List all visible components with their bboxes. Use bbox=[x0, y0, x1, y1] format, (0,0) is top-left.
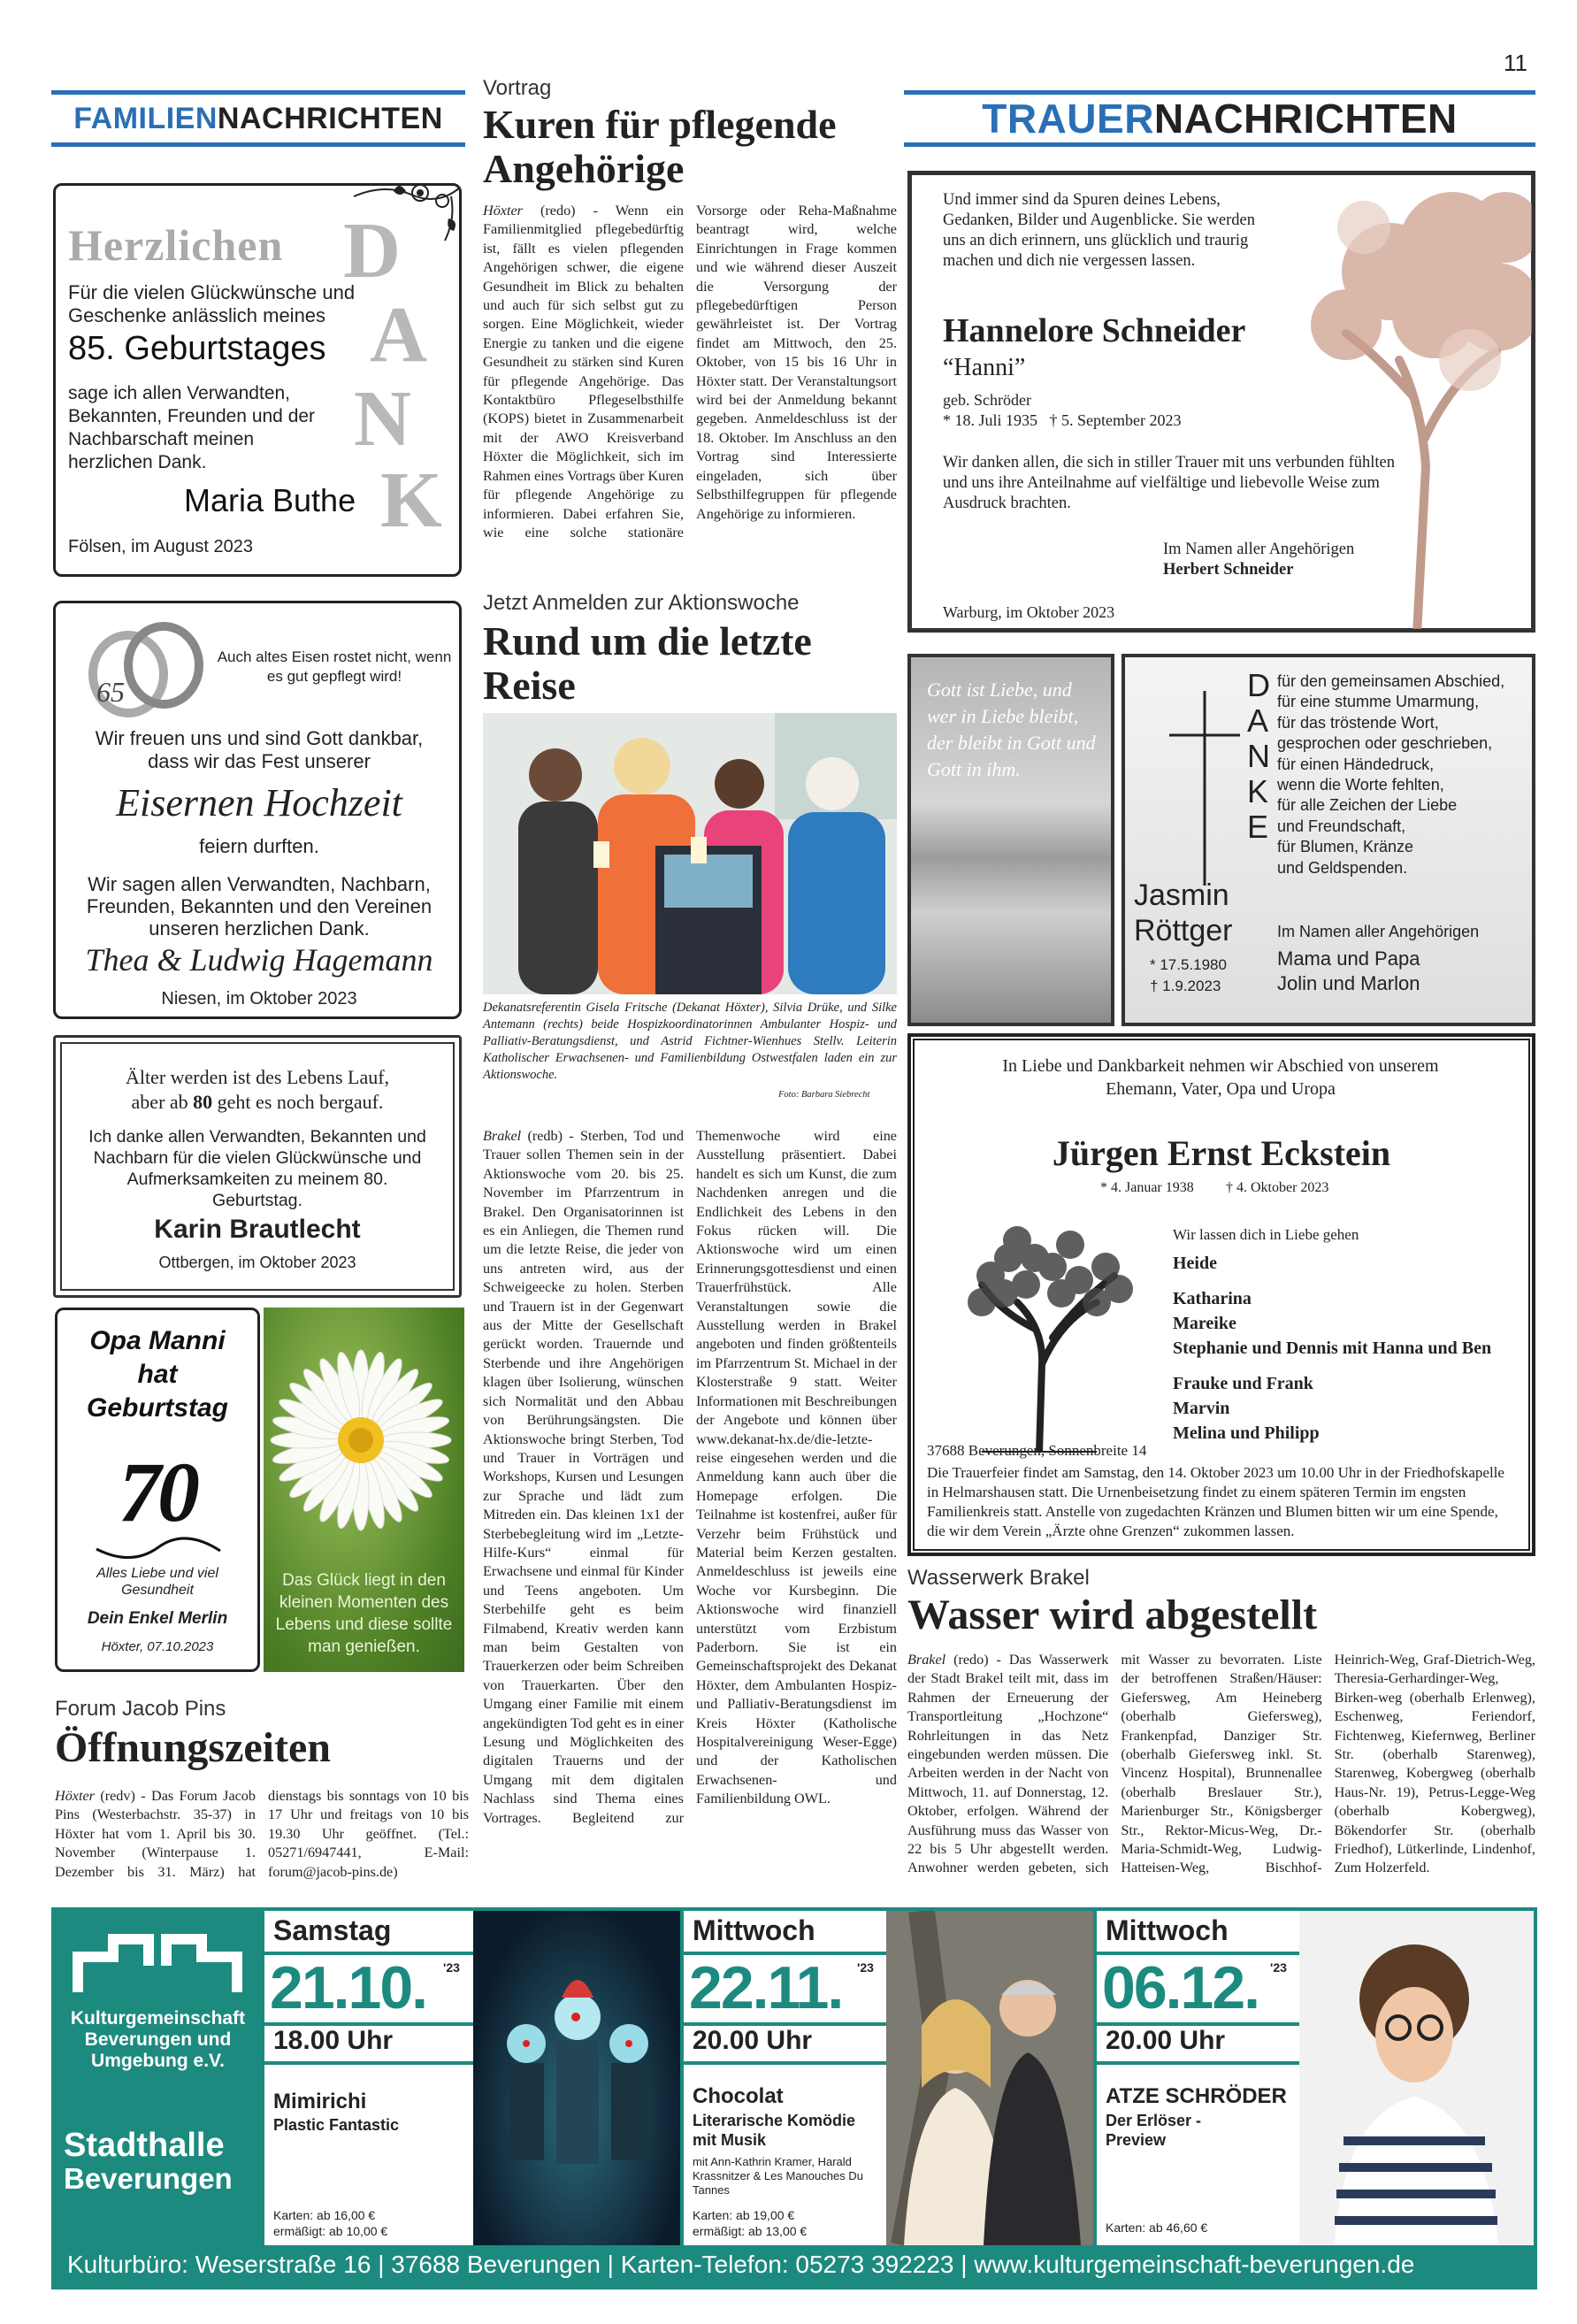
danke-line: wenn die Worte fehlten, bbox=[1277, 776, 1444, 794]
family-member: Mareike bbox=[1173, 1314, 1236, 1333]
wishes: Alles Liebe und viel Gesundheit bbox=[96, 1566, 218, 1598]
event-year: '23 bbox=[1270, 1960, 1287, 1975]
event-year: '23 bbox=[857, 1960, 874, 1975]
ad-opa-manni-birthday bbox=[55, 1308, 260, 1672]
ring-number: 65 bbox=[96, 676, 125, 708]
event-price-reduced: ermäßigt: ab 10,00 € bbox=[273, 2224, 388, 2238]
leave-line: Wir lassen dich in Liebe gehen bbox=[1173, 1226, 1359, 1243]
kultur-logo-panel bbox=[55, 1911, 261, 2245]
ad-daisy-quote bbox=[264, 1308, 464, 1672]
wasser-kicker: Wasserwerk Brakel bbox=[907, 1566, 1090, 1590]
danke-line: und Geldspenden. bbox=[1277, 858, 1408, 877]
wasser-body bbox=[907, 1651, 1535, 1897]
jacobpins-body bbox=[55, 1787, 469, 1898]
danke-line: und Freundschaft, bbox=[1277, 817, 1406, 835]
poem-line1: Älter werden ist des Lebens Lauf, bbox=[125, 1066, 390, 1088]
thanks: Wir sagen allen Verwandten, Nachbarn, Freunden, Bekannten und den Vereinen unseren herzlichen Dank. bbox=[86, 873, 433, 940]
place-date: Warburg, im Oktober 2023 bbox=[943, 603, 1115, 621]
family-member: Marvin bbox=[1173, 1399, 1230, 1418]
event-year: '23 bbox=[443, 1960, 460, 1975]
tree-leaf bbox=[1056, 1231, 1084, 1259]
reise-kicker: Jetzt Anmelden zur Aktionswoche bbox=[483, 591, 800, 615]
family-list bbox=[1173, 1251, 1527, 1446]
event-card bbox=[261, 1911, 473, 2245]
obituary-hannelore-schneider bbox=[907, 171, 1535, 633]
ad-thanks-maria-buthe bbox=[53, 183, 462, 577]
signer-name: Maria Buthe bbox=[184, 482, 356, 518]
event-title: Mimirichi bbox=[273, 2090, 367, 2113]
wasser-place: Brakel bbox=[907, 1652, 946, 1668]
family-member: Frauke und Frank bbox=[1173, 1374, 1313, 1393]
died: † 4. Oktober 2023 bbox=[1226, 1180, 1329, 1195]
ad-birthday-karin-brautlecht bbox=[53, 1035, 462, 1298]
obituary-roettger-verse bbox=[907, 654, 1114, 1026]
dank-vertical-letters bbox=[343, 205, 449, 559]
signer: Herbert Schneider bbox=[1163, 561, 1294, 579]
event-date: 21.10. bbox=[270, 1954, 427, 2021]
occasion-85: 85. Geburtstages bbox=[68, 330, 326, 367]
tree-leaf bbox=[1047, 1279, 1076, 1308]
danke-letter: N bbox=[1247, 738, 1270, 774]
mourning-news-header bbox=[904, 90, 1535, 147]
dank-letter: A bbox=[370, 291, 427, 379]
reise-photo bbox=[483, 713, 897, 994]
thanks-text: Ich danke allen Verwandten, Bekannten und Nachbarn für die vielen Glückwünsche und Aufmerksamkeiten zu meinem 80. Geburtstag. bbox=[88, 1127, 426, 1210]
family-header-part1: FAMILIEN bbox=[73, 101, 218, 135]
born: * 4. Januar 1938 bbox=[1100, 1180, 1194, 1195]
actors-photo-illustration bbox=[886, 1911, 1093, 2245]
event-price: Karten: ab 19,00 € bbox=[693, 2208, 795, 2222]
family-news-header bbox=[51, 90, 465, 147]
behalf: Im Namen aller Angehörigen bbox=[1277, 923, 1480, 940]
poem-line2 bbox=[65, 1091, 450, 1114]
born-name: geb. Schröder bbox=[943, 391, 1031, 409]
title-line: Opa Manni bbox=[89, 1326, 226, 1355]
last-name: Röttger bbox=[1134, 914, 1233, 947]
from: Dein Enkel Merlin bbox=[87, 1609, 228, 1628]
event-time: 20.00 Uhr bbox=[693, 2026, 813, 2055]
event-day: Mittwoch bbox=[1106, 1914, 1229, 1946]
event-subtitle: Der Erlöser - Preview bbox=[1106, 2112, 1202, 2149]
mourning-header-part2: NACHRICHTEN bbox=[1153, 96, 1458, 142]
kultur-logo-icon bbox=[69, 1930, 246, 2001]
danke-line: für das tröstende Wort, bbox=[1277, 713, 1439, 732]
dank-letter: K bbox=[380, 456, 443, 544]
family-member: Stephanie und Dennis mit Hanna und Ben bbox=[1173, 1338, 1492, 1358]
reise-body bbox=[483, 1127, 897, 1897]
verse: Gott ist Liebe, und wer in Liebe bleibt, der bleibt in Gott und Gott in ihm. bbox=[927, 679, 1096, 780]
occasion-iron-wedding: Eisernen Hochzeit bbox=[116, 781, 402, 825]
behalf: Im Namen aller Angehörigen bbox=[1163, 541, 1355, 558]
divider bbox=[684, 2061, 886, 2065]
quote: Das Glück liegt in den kleinen Momenten des Lebens und diese sollte man genießen. bbox=[275, 1571, 453, 1656]
title bbox=[57, 1324, 257, 1425]
danke-line: gesprochen oder geschrieben, bbox=[1277, 734, 1493, 753]
danke-line: für den gemeinsamen Abschied, bbox=[1277, 672, 1505, 690]
event-card bbox=[680, 1911, 886, 2245]
reise-headline: Rund um die letzte Reise bbox=[483, 618, 812, 708]
signer: Mama und Papa bbox=[1277, 947, 1420, 970]
poem-pre: aber ab bbox=[131, 1091, 194, 1113]
kuren-place: Höxter bbox=[483, 203, 523, 219]
deceased-name: Jürgen Ernst Eckstein bbox=[1052, 1133, 1391, 1173]
kuren-body bbox=[483, 202, 897, 573]
place-date: Fölsen, im August 2023 bbox=[68, 537, 254, 556]
number-swirl-decoration bbox=[88, 1531, 229, 1567]
event-image-mimirichi bbox=[473, 1911, 680, 2245]
tree-leaf bbox=[1003, 1226, 1031, 1254]
place-date: Höxter, 07.10.2023 bbox=[101, 1639, 214, 1654]
danke-lines bbox=[1277, 671, 1534, 878]
venue-line2: Beverungen bbox=[64, 2162, 233, 2195]
address: 37688 Beverungen, Sonnenbreite 14 bbox=[927, 1442, 1147, 1459]
comedian-portrait-illustration bbox=[1299, 1911, 1534, 2245]
place-date: Ottbergen, im Oktober 2023 bbox=[158, 1254, 356, 1271]
daisy-flower-image bbox=[264, 1308, 464, 1573]
venue-line1: Stadthalle bbox=[64, 2127, 225, 2164]
event-cast: mit Ann-Kathrin Kramer, Harald Krassnitzer & Les Manouches Du Tannes bbox=[693, 2155, 863, 2197]
cross-icon bbox=[1169, 691, 1240, 886]
danke-letters bbox=[1247, 668, 1277, 845]
intro: Wir freuen uns und sind Gott dankbar, dass wir das Fest unserer bbox=[95, 727, 424, 772]
jacobpins-place: Höxter bbox=[55, 1788, 95, 1804]
reise-caption: Dekanatsreferentin Gisela Fritsche (Dekanat Höxter), Silvia Drüke, und Silke Antemann (rechts) beide Hospizkoordinatorinnen Ambulanter Hospiz- und Palliativ-Beratungsdienst, und Astrid Fichtner-Wienhues Stellv. Leiterin Katholischer Erwachsenen- und Familienbildung Ostwestfalen laden ein zur Aktionswoche. bbox=[483, 1001, 897, 1082]
dank-letter: D bbox=[343, 207, 401, 295]
dank-letter: N bbox=[354, 375, 411, 463]
kultur-ad-banner bbox=[51, 1907, 1537, 2289]
reise-photo-credit: Foto: Barbara Siebrecht bbox=[778, 1090, 870, 1100]
tree-silhouette-image bbox=[929, 1205, 1150, 1453]
wasser-headline: Wasser wird abgestellt bbox=[907, 1592, 1318, 1638]
tree-leaf bbox=[1105, 1275, 1133, 1303]
event-image-atze bbox=[1299, 1911, 1534, 2245]
life-dates: * 18. Juli 1935 † 5. September 2023 bbox=[943, 411, 1182, 429]
danke-letter: K bbox=[1247, 773, 1269, 809]
motto: Auch altes Eisen rostet nicht, wenn es gut gepflegt wird! bbox=[217, 648, 452, 685]
family-header-part2: NACHRICHTEN bbox=[217, 101, 443, 135]
jacobpins-headline: Öffnungszeiten bbox=[55, 1724, 331, 1771]
title-line: Geburtstag bbox=[86, 1393, 229, 1423]
event-price: Karten: ab 46,60 € bbox=[1106, 2220, 1208, 2235]
event-day: Samstag bbox=[273, 1914, 392, 1946]
page-number: 11 bbox=[1504, 50, 1527, 76]
nickname: “Hanni” bbox=[943, 354, 1026, 381]
tree-leaf bbox=[990, 1279, 1018, 1308]
poem: Und immer sind da Spuren deines Lebens, Gedanken, Bilder und Augenblicke. Sie werden uns an dich erinnern, uns glücklich und traurig machen und dich nie vergessen lassen. bbox=[943, 191, 1255, 270]
poem-num: 80 bbox=[193, 1091, 213, 1113]
divider bbox=[1097, 2061, 1299, 2065]
event-day: Mittwoch bbox=[693, 1914, 815, 1946]
thanks-text: sage ich allen Verwandten, Bekannten, Freunden und der Nachbarschaft meinen herzlichen Dank. bbox=[68, 383, 316, 472]
kuren-text: (redo) - Wenn ein Familienmitglied pflegebedürftig ist, fällt es vielen pflegenden Angehörigen schwer, die eigene Gesundheit im Blick zu behalten und auch für sich selbst gut zu sorgen. Eine Möglichkeit, wieder Energie zu tanken und die eigene Gesundheit zu stärken sind Kuren für pflegende Angehörige. Das Kontaktbüro Pflegeselbsthilfe (KOPS) bietet in Zusammenarbeit mit der AWO Kreisverband Höxter die Möglichkeit, sich im Rahmen eines Vortrags über Kuren für pflegende Angehörige zu informieren. Dabei erfahren Sie, wie eine solche stationäre Vorsorge oder Reha-Maßnahme beantragt wird, welche Einrichtungen in Frage kommen und wie während dieser Auszeit die Versorgung der pflegebedürftigen Person gewährleistet ist. Der Vortrag findet am Mittwoch, den 25. Oktober, von 15 bis 16 Uhr in Höxter statt. Der Veranstaltungsort wird bei der Anmeldung bekannt gegeben. Anmeldeschluss ist der 18. Oktober. Im Anschluss an den Vortrag sind Interessierte eingeladen, sich über Selbsthilfegruppen für pflegende Angehörige zu informieren. bbox=[483, 203, 897, 541]
event-time: 20.00 Uhr bbox=[1106, 2026, 1226, 2055]
celebrate: feiern durften. bbox=[199, 835, 319, 857]
poem-post: geht es noch bergauf. bbox=[212, 1091, 384, 1113]
kultur-footer: Kulturbüro: Weserstraße 16 | 37688 Beverungen | Karten-Telefon: 05273 392223 | www.kulturgemeinschaft-beverungen.de bbox=[67, 2251, 1415, 2278]
intro: In Liebe und Dankbarkeit nehmen wir Abschied von unserem Ehemann, Vater, Opa und Uropa bbox=[1002, 1056, 1439, 1099]
thanks: Wir danken allen, die sich in stiller Trauer mit uns verbunden fühlten und uns ihre Anteilnahme auf vielfältige und liebevolle Weise zum Ausdruck brachten. bbox=[943, 454, 1395, 512]
event-title: Chocolat bbox=[693, 2084, 784, 2108]
first-name: Jasmin bbox=[1134, 878, 1229, 912]
danke-line: für Blumen, Kränze bbox=[1277, 838, 1414, 856]
names: Thea & Ludwig Hagemann bbox=[85, 942, 433, 978]
kuren-kicker: Vortrag bbox=[483, 76, 552, 100]
event-price: Karten: ab 16,00 € bbox=[273, 2208, 376, 2222]
event-date: 06.12. bbox=[1102, 1954, 1259, 2021]
big-number-70: 70 bbox=[119, 1445, 196, 1539]
jacobpins-text: (redv) - Das Forum Jacob Pins (Westerbachstr. 35-37) in Höxter hat vom 1. April bis 30. November (Winterpause 1. Dezember bis 31. März) hat dienstags bis sonntags von 10 bis 17 Uhr und freitags von 10 bis 19.30 Uhr geöffnet. (Tel.: 05271/6947441, E-Mail: forum@jacob-pins.de) bbox=[55, 1788, 469, 1880]
clown-figures-illustration bbox=[473, 1911, 680, 2245]
event-subtitle: Plastic Fantastic bbox=[273, 2116, 400, 2134]
event-subtitle: Literarische Komödie mit Musik bbox=[693, 2112, 856, 2149]
event-price-reduced: ermäßigt: ab 13,00 € bbox=[693, 2224, 808, 2238]
event-image-chocolat bbox=[886, 1911, 1093, 2245]
deceased-name: Hannelore Schneider bbox=[943, 312, 1246, 349]
wasser-text: (redo) - Das Wasserwerk der Stadt Brakel teilt mit, dass im Rahmen der Erneuerung der Transportleitung „Hochzone“ Rohrleitungen in das Netz eingebunden werden müssen. Die Arbeiten werden in der Nacht von Mittwoch, 11. auf Donnerstag, 12. Oktober, erfolgen. Während der Ausführung muss das Wasser von 22 bis 5 Uhr abgestellt werden. Anwohner werden gebeten, sich mit Wasser zu bevorraten. Liste der betroffenen Straßen/Häuser: Giefersweg, Am Heineberg (oberhalb Giefersweg), Frankenpfad, Danziger Str. (oberhalb Giefersweg inkl. St. Vincenz Hospital), Brunnenallee (oberhalb Breslauer Str.), Marienburger Str., Königsberger Str., Rektor-Micus-Weg, Dr.-Maria-Schmidt-Weg, Ludwig-Hatteisen-Weg, Bischhof-Heinrich-Weg, Graf-Dietrich-Weg, Theresia-Gerhardinger-Weg, Birken-weg (oberhalb Erlenweg), Eschenweg, Feriendorf, Fichtenweg, Kiefernweg, Berliner Str. (oberhalb Starenweg), Starenweg, Kobergweg (oberhalb Haus-Nr. 19), Petrus-Legge-Weg (oberhalb Kobergweg), Bökendorfer Str. (oberhalb Friedhof), Lütkerlinde, Lindenhof, Zum Holzerfeld. bbox=[907, 1652, 1535, 1876]
kuren-headline: Kuren für pflegende Angehörige bbox=[483, 102, 837, 191]
funeral-notice: Die Trauerfeier findet am Samstag, den 14. Oktober 2023 um 10.00 Uhr in der Friedhofskapelle in Helmarshausen statt. Die Urnenbeisetzung findet zu einem späteren Termin im engsten Familienkreis statt. Anstelle von zugedachten Kränzen und Blumen bitten wir um eine Spende, die wir dem Verein „Ärzte ohne Grenzen“ zukommen lassen. bbox=[927, 1464, 1504, 1539]
signer-name: Karin Brautlecht bbox=[154, 1215, 361, 1244]
event-time: 18.00 Uhr bbox=[273, 2026, 394, 2055]
danke-letter: A bbox=[1247, 702, 1269, 739]
danke-letter: E bbox=[1247, 809, 1269, 845]
family-member: Melina und Philipp bbox=[1173, 1423, 1320, 1443]
danke-line: für eine stumme Umarmung, bbox=[1277, 693, 1480, 711]
danke-letter: D bbox=[1247, 667, 1270, 703]
danke-line: für alle Zeichen der Liebe bbox=[1277, 796, 1458, 815]
ad-iron-wedding bbox=[53, 601, 462, 1019]
signer: Jolin und Marlon bbox=[1277, 972, 1420, 994]
place-date: Niesen, im Oktober 2023 bbox=[161, 989, 357, 1009]
event-title: ATZE SCHRÖDER bbox=[1106, 2084, 1287, 2108]
divider bbox=[264, 2061, 473, 2065]
obituary-jasmin-roettger bbox=[1122, 654, 1535, 1026]
org-name: Kulturgemeinschaft Beverungen und Umgebung e.V. bbox=[70, 2008, 246, 2071]
born: * 17.5.1980 bbox=[1150, 956, 1227, 973]
thanks-intro: Für die vielen Glückwünsche und Geschenke anlässlich meines bbox=[68, 281, 356, 326]
died: † 1.9.2023 bbox=[1150, 978, 1221, 994]
obituary-juergen-eckstein bbox=[907, 1033, 1535, 1556]
event-card bbox=[1093, 1911, 1299, 2245]
mourning-header-part1: TRAUER bbox=[982, 96, 1154, 142]
family-member: Heide bbox=[1173, 1254, 1217, 1273]
reise-place: Brakel bbox=[483, 1128, 522, 1144]
event-date: 22.11. bbox=[689, 1954, 843, 2021]
herzlichen-heading: Herzlichen bbox=[68, 220, 284, 270]
group-photo-illustration bbox=[483, 713, 897, 994]
reise-text: (redb) - Sterben, Tod und Trauer sollen Themen sein in der Aktionswoche vom 20. bis 25. November im Pfarrzentrum in Brakel. Den Organisatorinnen ist es ein Anliegen, die Themen rund um die letzte Reise, die jeder von uns antreten wird, aus der Schweigeecke zu holen. Sterben und Trauern ist in der Gegenwart aus der Mitte der Gesellschaft gerückt worden. Trauernde und Sterbende und ihre Angehörigen klagen über Isolierung, wünschen sich Normalität und den Abbau von Berührungsängsten. Die Aktionswoche bringt Sterben, Tod und Trauer in Vorträgen und Workshops, Kursen und Lesungen zur Sprache und lädt zum Mitreden ein. Das kleinen 1x1 der Sterbebegleitung wird im „Letzte-Hilfe-Kurs“ einmal für Erwachsene und einmal für Kinder und Teens angeboten. Um Sterbehilfe geht es beim Filmabend, Kreativ werden kann man beim Gestalten von Trauerkerzen oder beim Schreiben von Trauerkarten. Über den Umgang einer Familie mit einem angekündigten Tod geht es in einer Lesung und Möglichkeiten des digitalen Trauerns und der Umgang mit dem digitalen Nachlass sind Thema eines Vortrages. Begleitend zur Themenwoche wird eine Ausstellung präsentiert. Dabei handelt es sich um Kunst, die zum Nachdenken anregen und die Endlichkeit des Lebens in den Fokus rücken will. Die Aktionswoche wird um einen Erinnerungsgottesdienst und einen Trauerfrühstück. Alle Veranstaltungen sowie die Ausstellung werden in Brakel angeboten und finden größtenteils im Pfarrzentrum St. Michael in der Klosterstraße 9 statt. Weiter Informationen mit Beschreibungen der Angebote und können über www.dekanat-hx.de/die-letzte-reise eingesehen werden und die Anmeldung kann auch über die Homepage erfolgen. Die Teilnahme ist kostenfrei, außer für Verzehr beim Frühstück und Material beim Kerzen gestalten. Anmeldeschluss ist jeweils eine Woche vor Kursbeginn. Die Aktionswoche wird finanziell unterstützt vom Erzbistum Paderborn. Sie ist ein Gemeinschaftsprojekt des Dekanat Höxter, dem Ambulanten Hospiz- und Palliativ-Beratungsdienst im Kreis Höxter (Katholische Hospitalvereinigung Weser-Egge) und der Katholischen Erwachsenen- und Familienbildung OWL. bbox=[483, 1128, 897, 1826]
wedding-rings-icon bbox=[82, 619, 215, 725]
title-line: hat bbox=[137, 1360, 178, 1389]
danke-line: für einen Händedruck, bbox=[1277, 755, 1435, 773]
family-member: Katharina bbox=[1173, 1289, 1252, 1308]
jacobpins-kicker: Forum Jacob Pins bbox=[55, 1697, 226, 1721]
